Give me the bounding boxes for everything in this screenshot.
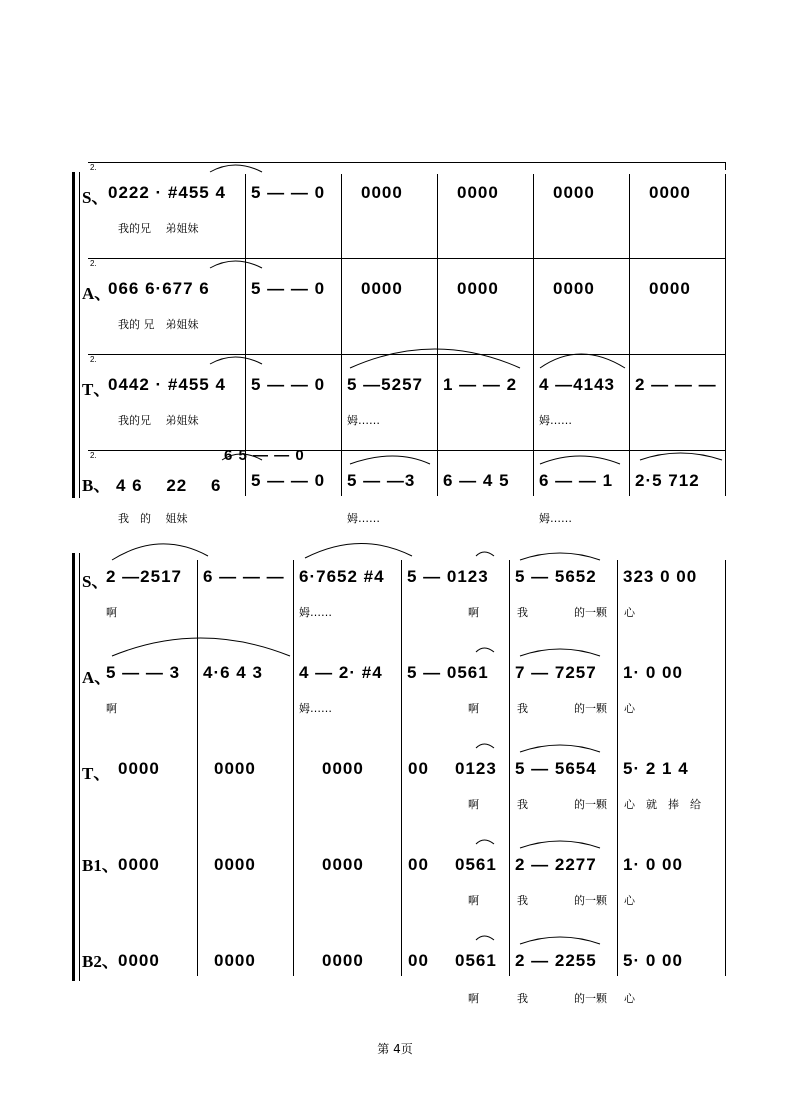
measure: 0222 · #455 4 <box>108 183 226 202</box>
measure: 0123 <box>455 759 497 778</box>
lyric: 啊 <box>468 606 479 619</box>
measure: 0000 <box>118 951 160 970</box>
volta-label: 2. <box>90 355 97 364</box>
measure: 0000 <box>322 855 364 874</box>
voice-label-s: S、 <box>82 572 109 591</box>
lyric: 姆…… <box>347 512 380 525</box>
lyric: 啊 <box>468 992 479 1005</box>
measure: 5· 2 1 4 <box>623 759 689 778</box>
lyric: 的一颗 <box>574 798 607 811</box>
measure: 7 — 7257 <box>515 663 597 682</box>
measure: 6·7652 #4 <box>299 567 385 586</box>
measure: 0000 <box>553 279 595 298</box>
measure: 5 — 0123 <box>407 567 489 586</box>
upper-notes: 6 5 — — 0 <box>224 447 305 464</box>
measure: 4 — 2· #4 <box>299 663 383 682</box>
measure: 0000 <box>649 183 691 202</box>
lyric: 啊 <box>106 702 117 715</box>
page-number: 第 4页 <box>377 1042 413 1056</box>
lyric: 的一颗 <box>574 606 607 619</box>
volta-label: 2. <box>90 259 97 268</box>
voice-label-b1: B1、 <box>82 856 119 875</box>
measure: 323 0 00 <box>623 567 698 586</box>
measure: 0000 <box>214 951 256 970</box>
measure: 2·5 712 <box>635 471 700 490</box>
measure: 2 — 2255 <box>515 951 597 970</box>
lyric: 的一颗 <box>574 992 607 1005</box>
voice-label-t: T、 <box>82 764 111 783</box>
measure: 0442 · #455 4 <box>108 375 226 394</box>
measure: 00 <box>408 951 429 970</box>
voice-label-b2: B2、 <box>82 952 119 971</box>
measure: 6 — 4 5 <box>443 471 510 490</box>
measure: 0000 <box>118 855 160 874</box>
measure: 0000 <box>322 759 364 778</box>
lyric: 我 <box>517 798 528 811</box>
lyric: 啊 <box>468 894 479 907</box>
lyric: 心 <box>624 702 635 715</box>
measure: 0000 <box>553 183 595 202</box>
measure: 5 — —3 <box>347 471 416 490</box>
lyric: 我 <box>517 702 528 715</box>
measure: 066 6·677 6 <box>108 279 210 298</box>
lyric: 姆…… <box>539 414 572 427</box>
lyric: 的一颗 <box>574 702 607 715</box>
lyric: 姆…… <box>539 512 572 525</box>
measure: 5 — — 0 <box>251 471 326 490</box>
lyric: 心 <box>624 606 635 619</box>
measure: 5 — — 0 <box>251 279 326 298</box>
measure: 5 — — 0 <box>251 183 326 202</box>
voice-label-s: S、 <box>82 188 109 207</box>
voice-label-a: A、 <box>82 668 112 687</box>
measure: 5 —5257 <box>347 375 423 394</box>
lyric: 我的兄 弟姐妹 <box>118 222 199 235</box>
measure: 4·6 4 3 <box>203 663 263 682</box>
lyric: 心 <box>624 894 635 907</box>
lyric: 姆…… <box>299 606 332 619</box>
lyric: 我 <box>517 992 528 1005</box>
measure: 1 — — 2 <box>443 375 518 394</box>
voice-label-a: A、 <box>82 284 112 303</box>
voice-label-t: T、 <box>82 380 111 399</box>
measure: 2 —2517 <box>106 567 182 586</box>
lyric: 姆…… <box>347 414 380 427</box>
measure: 5 — — 0 <box>251 375 326 394</box>
measure: 0000 <box>649 279 691 298</box>
measure: 5 — 0561 <box>407 663 489 682</box>
measure: 4 —4143 <box>539 375 615 394</box>
measure: 6 — — 1 <box>539 471 614 490</box>
measure: 0000 <box>361 183 403 202</box>
measure: 0561 <box>455 855 497 874</box>
measure: 1· 0 00 <box>623 663 683 682</box>
lyric: 心 <box>624 992 635 1005</box>
lyric: 我 的 姐妹 <box>118 512 188 525</box>
voice-label-b: B、 <box>82 476 111 495</box>
lyric: 啊 <box>106 606 117 619</box>
lyric: 我 <box>517 606 528 619</box>
measure: 0561 <box>455 951 497 970</box>
lyric: 我的兄 弟姐妹 <box>118 414 199 427</box>
measure: 0000 <box>214 855 256 874</box>
measure: 0000 <box>361 279 403 298</box>
lyric: 我 <box>517 894 528 907</box>
measure: 0000 <box>457 279 499 298</box>
measure: 4 6 22 6 <box>116 476 222 495</box>
measure: 2 — — — <box>635 375 717 394</box>
lyric: 啊 <box>468 702 479 715</box>
measure: 5 — 5652 <box>515 567 597 586</box>
measure: 5· 0 00 <box>623 951 683 970</box>
measure: 0000 <box>214 759 256 778</box>
measure: 00 <box>408 855 429 874</box>
measure: 0000 <box>322 951 364 970</box>
measure: 1· 0 00 <box>623 855 683 874</box>
lyric: 啊 <box>468 798 479 811</box>
volta-label: 2. <box>90 451 97 460</box>
measure: 6 — — — <box>203 567 285 586</box>
measure: 00 <box>408 759 429 778</box>
measure: 2 — 2277 <box>515 855 597 874</box>
volta-label: 2. <box>90 163 97 172</box>
measure: 0000 <box>118 759 160 778</box>
lyric: 我的 兄 弟姐妹 <box>118 318 199 331</box>
measure: 0000 <box>457 183 499 202</box>
measure: 5 — — 3 <box>106 663 181 682</box>
lyric: 姆…… <box>299 702 332 715</box>
lyric: 的一颗 <box>574 894 607 907</box>
measure: 5 — 5654 <box>515 759 597 778</box>
lyric: 心 就 捧 给 <box>624 798 701 811</box>
